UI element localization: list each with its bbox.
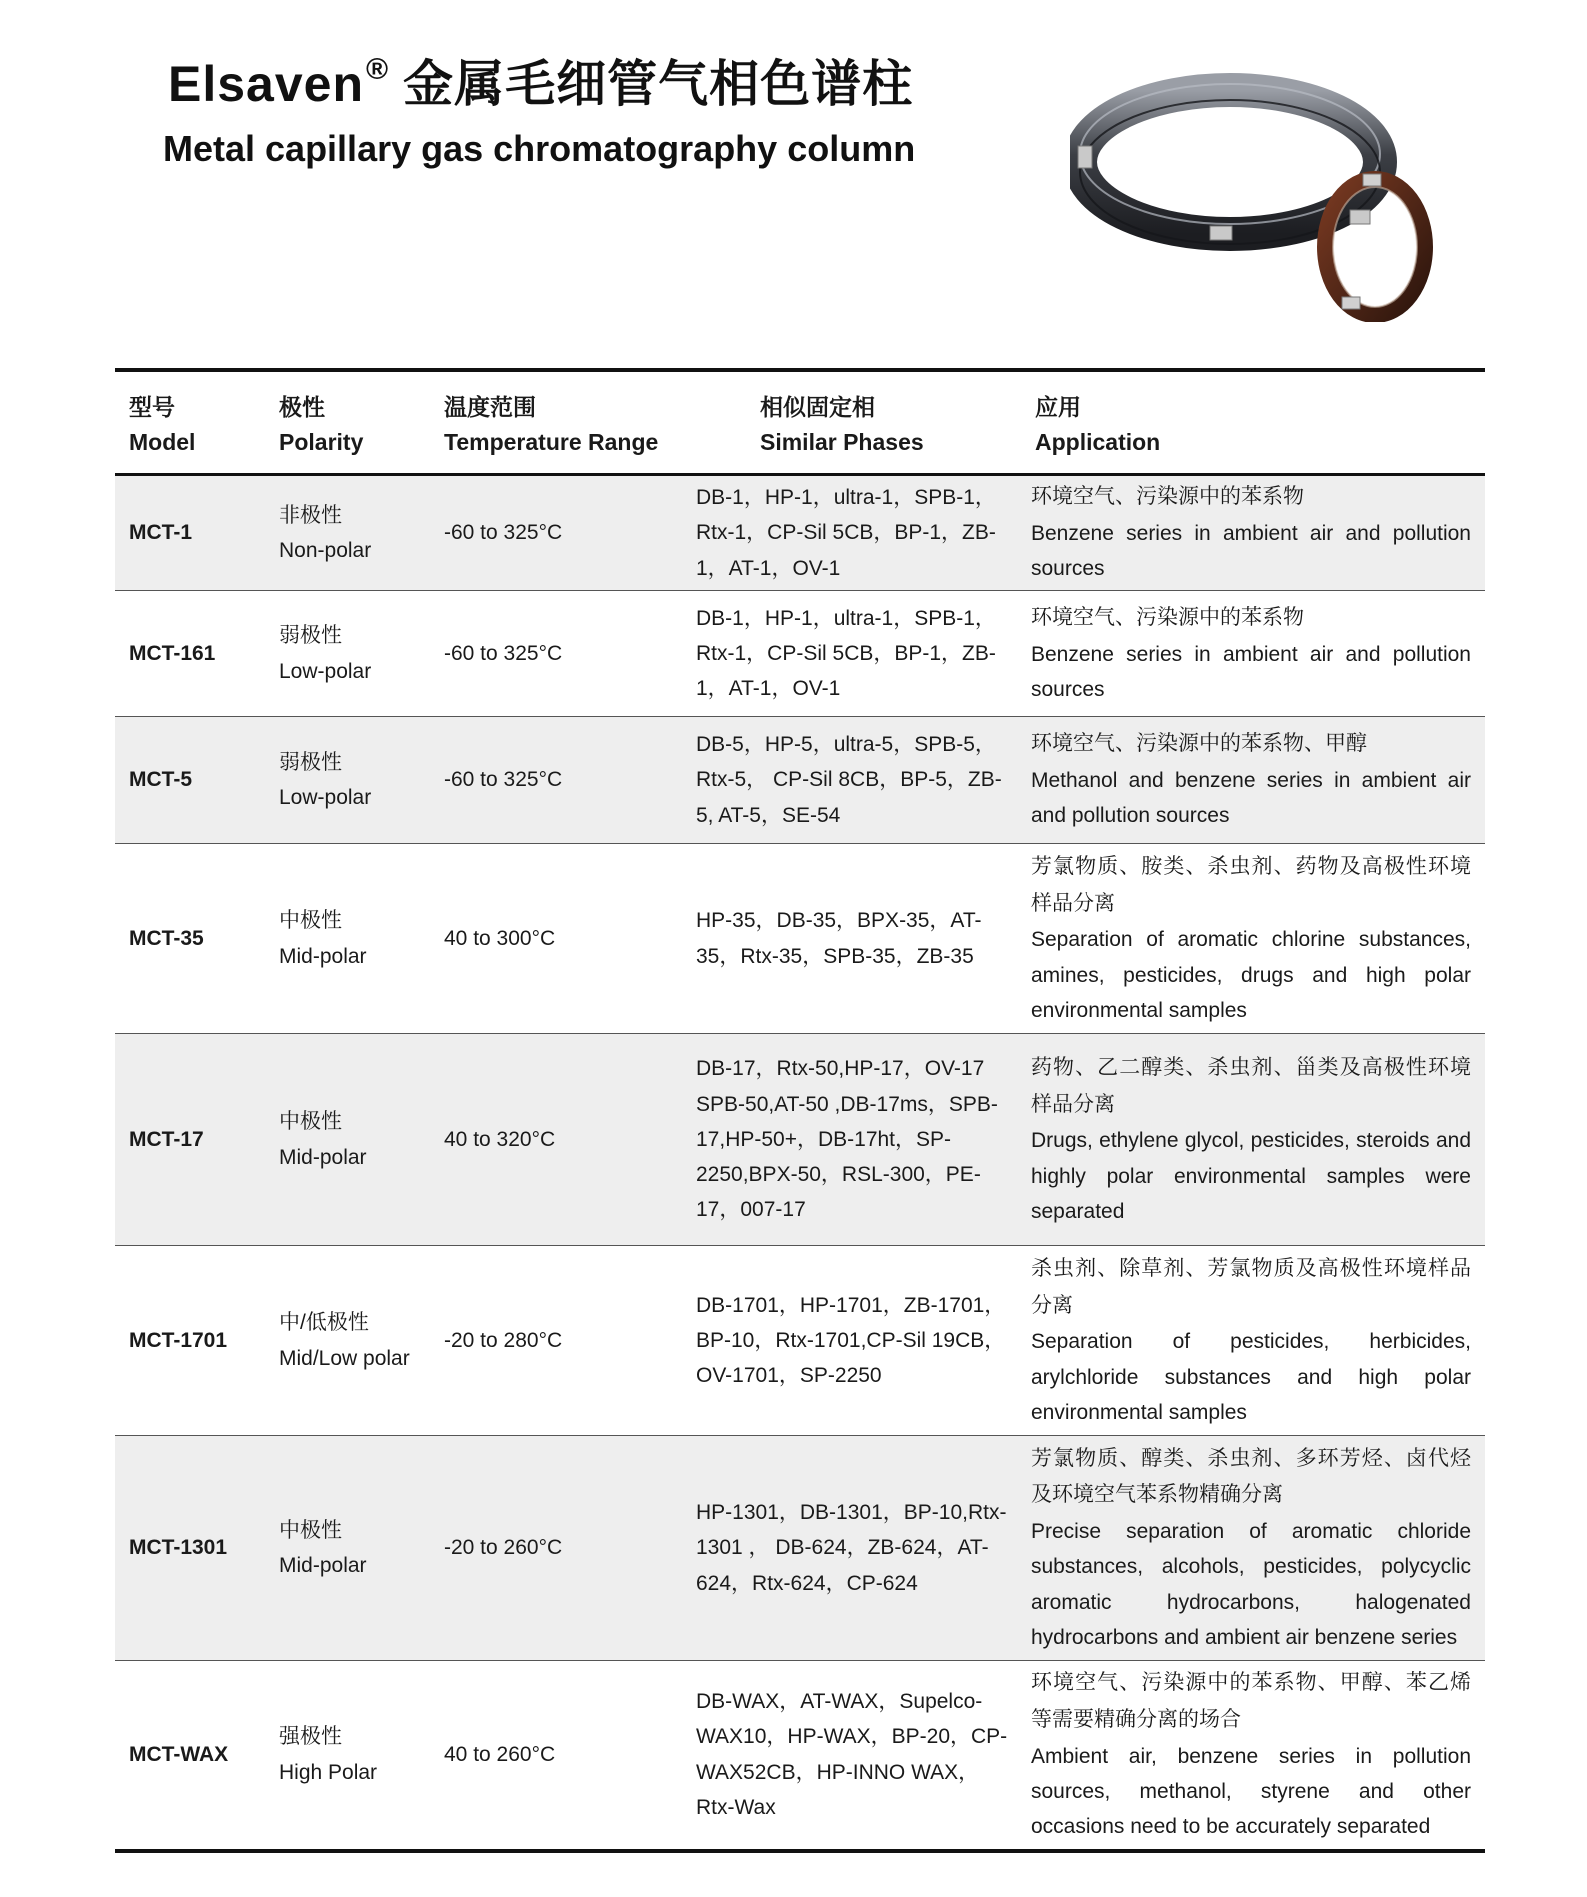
temperature-cell: 40 to 300°C [444, 926, 556, 950]
application-cell: 环境空气、污染源中的苯系物、甲醇、苯乙烯等需要精确分离的场合 Ambient air, benzene series in pollution sources, methanol, styrene and other occasions need to be accurately separated [1031, 1671, 1471, 1839]
temperature-cell: 40 to 320°C [444, 1127, 556, 1151]
polarity-cell: 中/低极性 Mid/Low polar [279, 1311, 410, 1370]
phases-cell: DB-1，HP-1，ultra-1，SPB-1，Rtx-1，CP-Sil 5CB，BP-1，ZB-1，AT-1，OV-1 [696, 606, 996, 701]
model-cell: MCT-1301 [129, 1536, 228, 1560]
header-phases: 相似固定相 Similar Phases [690, 370, 1025, 475]
temperature-cell: -60 to 325°C [444, 768, 563, 792]
polarity-cell: 中极性 Mid-polar [279, 909, 367, 968]
model-cell: MCT-1 [129, 521, 192, 545]
temperature-cell: -20 to 280°C [444, 1328, 563, 1352]
temperature-cell: -20 to 260°C [444, 1536, 563, 1560]
application-cell: 杀虫剂、除草剂、芳氯物质及高极性环境样品分离 Separation of pesticides, herbicides, arylchloride substances and high polar environmental samples [1031, 1256, 1471, 1424]
table-row [115, 844, 1485, 1034]
spec-table [115, 368, 1485, 1853]
table-row [115, 1246, 1485, 1436]
table-row [115, 717, 1485, 844]
phases-cell: DB-WAX，AT-WAX，Supelco-WAX10，HP-WAX，BP-20，CP-WAX52CB，HP-INNO WAX，Rtx-Wax [696, 1690, 1008, 1820]
page-title-cn [168, 44, 913, 116]
registered-mark: ® [366, 53, 390, 86]
application-cell: 环境空气、污染源中的苯系物 Benzene series in ambient air and pollution sources [1031, 605, 1471, 701]
polarity-cell: 弱极性 Low-polar [279, 624, 372, 683]
application-cell: 芳氯物质、胺类、杀虫剂、药物及高极性环境样品分离 Separation of aromatic chlorine substances, amines, pesticides, drugs and high polar environmental samples [1031, 854, 1471, 1022]
brand-name: Elsaven [168, 56, 365, 112]
polarity-cell: 中极性 Mid-polar [279, 1518, 367, 1577]
phases-cell: HP-1301，DB-1301，BP-10,Rtx-1301 ， DB-624，ZB-624，AT-624，Rtx-624，CP-624 [696, 1501, 1007, 1595]
column-coil-image [1070, 42, 1450, 322]
header-application: 应用 Application [1025, 370, 1485, 475]
header-polarity: 极性 Polarity [265, 370, 430, 475]
polarity-cell: 非极性 Non-polar [279, 503, 372, 562]
table-row [115, 1661, 1485, 1851]
model-cell: MCT-17 [129, 1127, 204, 1151]
polarity-cell: 弱极性 Low-polar [279, 750, 372, 809]
model-cell: MCT-WAX [129, 1743, 229, 1767]
table-row [115, 1436, 1485, 1661]
application-cell: 药物、乙二醇类、杀虫剂、甾类及高极性环境样品分离 Drugs, ethylene glycol, pesticides, steroids and highly polar environmental samples were separated [1031, 1055, 1471, 1223]
phases-cell: DB-1701，HP-1701，ZB-1701，BP-10，Rtx-1701,CP-Sil 19CB，OV-1701，SP-2250 [696, 1293, 1006, 1388]
polarity-cell: 强极性 High Polar [279, 1725, 378, 1784]
model-cell: MCT-1701 [129, 1328, 228, 1352]
model-cell: MCT-35 [129, 926, 204, 950]
model-cell: MCT-161 [129, 641, 216, 665]
polarity-cell: 中极性 Mid-polar [279, 1110, 367, 1169]
phases-cell: DB-1，HP-1，ultra-1，SPB-1，Rtx-1，CP-Sil 5CB，BP-1，ZB-1，AT-1，OV-1 [696, 486, 996, 580]
table-row [115, 1034, 1485, 1246]
table-header-row [115, 370, 1485, 475]
phases-cell: DB-5，HP-5，ultra-5，SPB-5，Rtx-5， CP-Sil 8CB，BP-5，ZB-5, AT-5，SE-54 [696, 733, 1002, 827]
header-model: 型号 Model [115, 370, 265, 475]
table-row [115, 475, 1485, 591]
header-temperature: 温度范围 Temperature Range [430, 370, 690, 475]
phases-cell: HP-35，DB-35，BPX-35，AT-35，Rtx-35，SPB-35，ZB-35 [696, 909, 982, 968]
model-cell: MCT-5 [129, 768, 192, 792]
temperature-cell: -60 to 325°C [444, 521, 563, 545]
application-cell: 芳氯物质、醇类、杀虫剂、多环芳烃、卤代烃及环境空气苯系物精确分离 Precise separation of aromatic chloride substances, alcohols, pesticides, polycyclic aromatic hydrocarbons, halogenated hydrocarbons and ambient air benzene series [1031, 1446, 1471, 1650]
application-cell: 环境空气、污染源中的苯系物 Benzene series in ambient air and pollution sources [1031, 485, 1471, 581]
title-cn-text: 金属毛细管气相色谱柱 [403, 56, 914, 112]
temperature-cell: -60 to 325°C [444, 641, 563, 665]
application-cell: 环境空气、污染源中的苯系物、甲醇 Methanol and benzene series in ambient air and pollution sources [1031, 732, 1471, 828]
temperature-cell: 40 to 260°C [444, 1743, 556, 1767]
table-row [115, 591, 1485, 717]
page-title-en: Metal capillary gas chromatography column [163, 128, 916, 169]
phases-cell: DB-17，Rtx-50,HP-17，OV-17 SPB-50,AT-50 ,DB-17ms，SPB-17,HP-50+，DB-17ht，SP-2250,BPX-50，RSL-300，PE-17，007-17 [696, 1057, 998, 1222]
